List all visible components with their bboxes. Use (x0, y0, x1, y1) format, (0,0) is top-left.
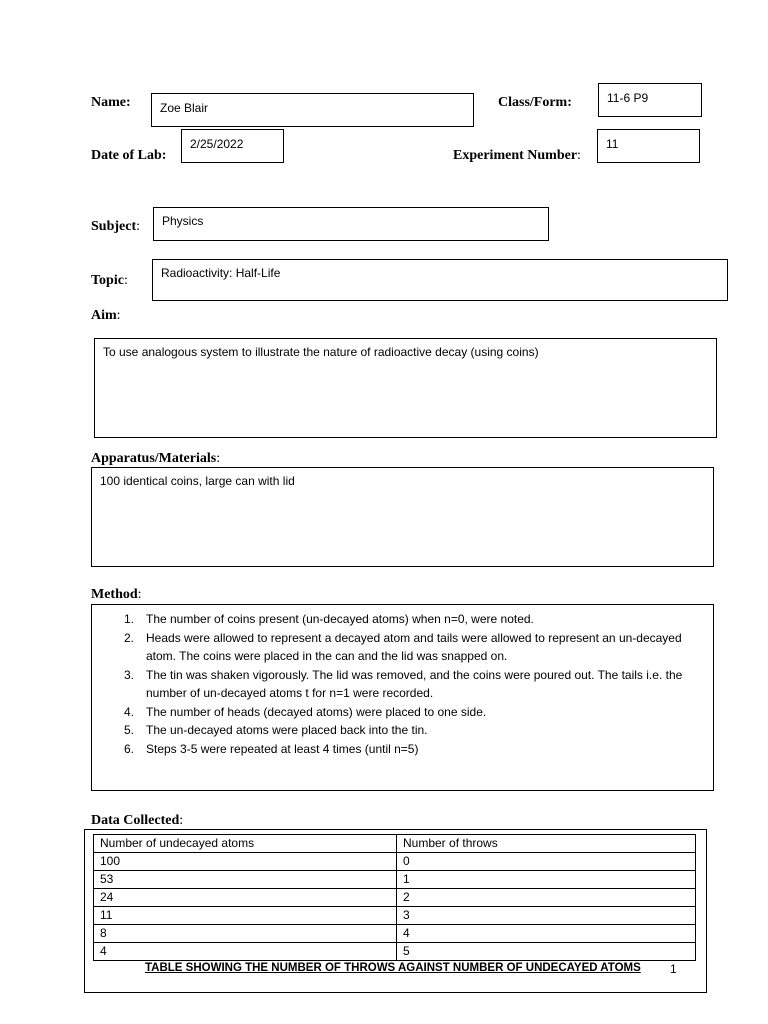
table-header-cell: Number of throws (397, 835, 696, 853)
table-number: 1 (670, 962, 677, 976)
table-row (94, 889, 696, 907)
table-row (94, 871, 696, 889)
topic-label: Topic: (91, 273, 128, 288)
method-label: Method: (91, 587, 142, 602)
table-cell: 8 (94, 925, 397, 943)
table-cell: 5 (397, 943, 696, 961)
table-cell: 4 (397, 925, 696, 943)
table-row (94, 943, 696, 961)
table-cell: 2 (397, 889, 696, 907)
method-step: 2. Heads were allowed to represent a decayed atom and tails were allowed to represent an un-decayed atom. The coins were placed in the can and the lid was snapped on. (124, 630, 682, 663)
method-step: 5. The un-decayed atoms were placed back into the tin. (124, 723, 428, 737)
date-field[interactable] (181, 129, 284, 163)
table-caption: TABLE SHOWING THE NUMBER OF THROWS AGAINST NUMBER OF UNDECAYED ATOMS (145, 962, 641, 974)
subject-label: Subject: (91, 219, 141, 234)
table-cell: 11 (94, 907, 397, 925)
class-value: 11-6 P9 (607, 91, 649, 105)
aim-label: Aim: (91, 308, 121, 323)
apparatus-label: Apparatus/Materials: (91, 451, 221, 466)
apparatus-field[interactable] (91, 467, 714, 567)
method-field[interactable] (91, 604, 714, 791)
name-value: Zoe Blair (160, 101, 209, 115)
topic-value: Radioactivity: Half-Life (161, 266, 281, 280)
table-cell: 100 (94, 853, 397, 871)
method-step: 3. The tin was shaken vigorously. The lid was removed, and the coins were poured out. The tails i.e. the number of un-decayed atoms t for n=1 were recorded. (124, 667, 683, 700)
experiment-field[interactable] (597, 129, 700, 163)
aim-field[interactable] (94, 338, 717, 438)
subject-field[interactable] (153, 207, 549, 241)
table-cell: 24 (94, 889, 397, 907)
table-cell: 4 (94, 943, 397, 961)
apparatus-value: 100 identical coins, large can with lid (100, 474, 295, 488)
subject-value: Physics (162, 214, 204, 228)
class-field[interactable] (598, 83, 702, 117)
table-row (94, 925, 696, 943)
table-cell: 1 (397, 871, 696, 889)
data-table (93, 834, 696, 961)
date-label: Date of Lab: (91, 148, 167, 163)
table-cell: 0 (397, 853, 696, 871)
table-cell: 3 (397, 907, 696, 925)
method-step: 6. Steps 3-5 were repeated at least 4 times (until n=5) (124, 741, 419, 756)
name-label: Name: (91, 95, 131, 110)
table-header-cell: Number of undecayed atoms (94, 835, 397, 853)
method-step: 4. The number of heads (decayed atoms) were placed to one side. (124, 704, 487, 719)
topic-field[interactable] (152, 259, 728, 301)
method-steps (102, 610, 699, 758)
date-value: 2/25/2022 (190, 137, 244, 151)
table-row (94, 853, 696, 871)
data-collected-label: Data Collected: (91, 813, 184, 828)
aim-value: To use analogous system to illustrate the nature of radioactive decay (using coins) (103, 345, 539, 359)
experiment-label: Experiment Number: (453, 148, 581, 163)
experiment-value: 11 (606, 137, 619, 151)
class-label: Class/Form: (498, 95, 572, 110)
table-header-row (94, 835, 696, 853)
table-row (94, 907, 696, 925)
method-step: 1. The number of coins present (un-decayed atoms) when n=0, were noted. (124, 612, 534, 626)
name-field[interactable] (151, 93, 474, 127)
table-cell: 53 (94, 871, 397, 889)
